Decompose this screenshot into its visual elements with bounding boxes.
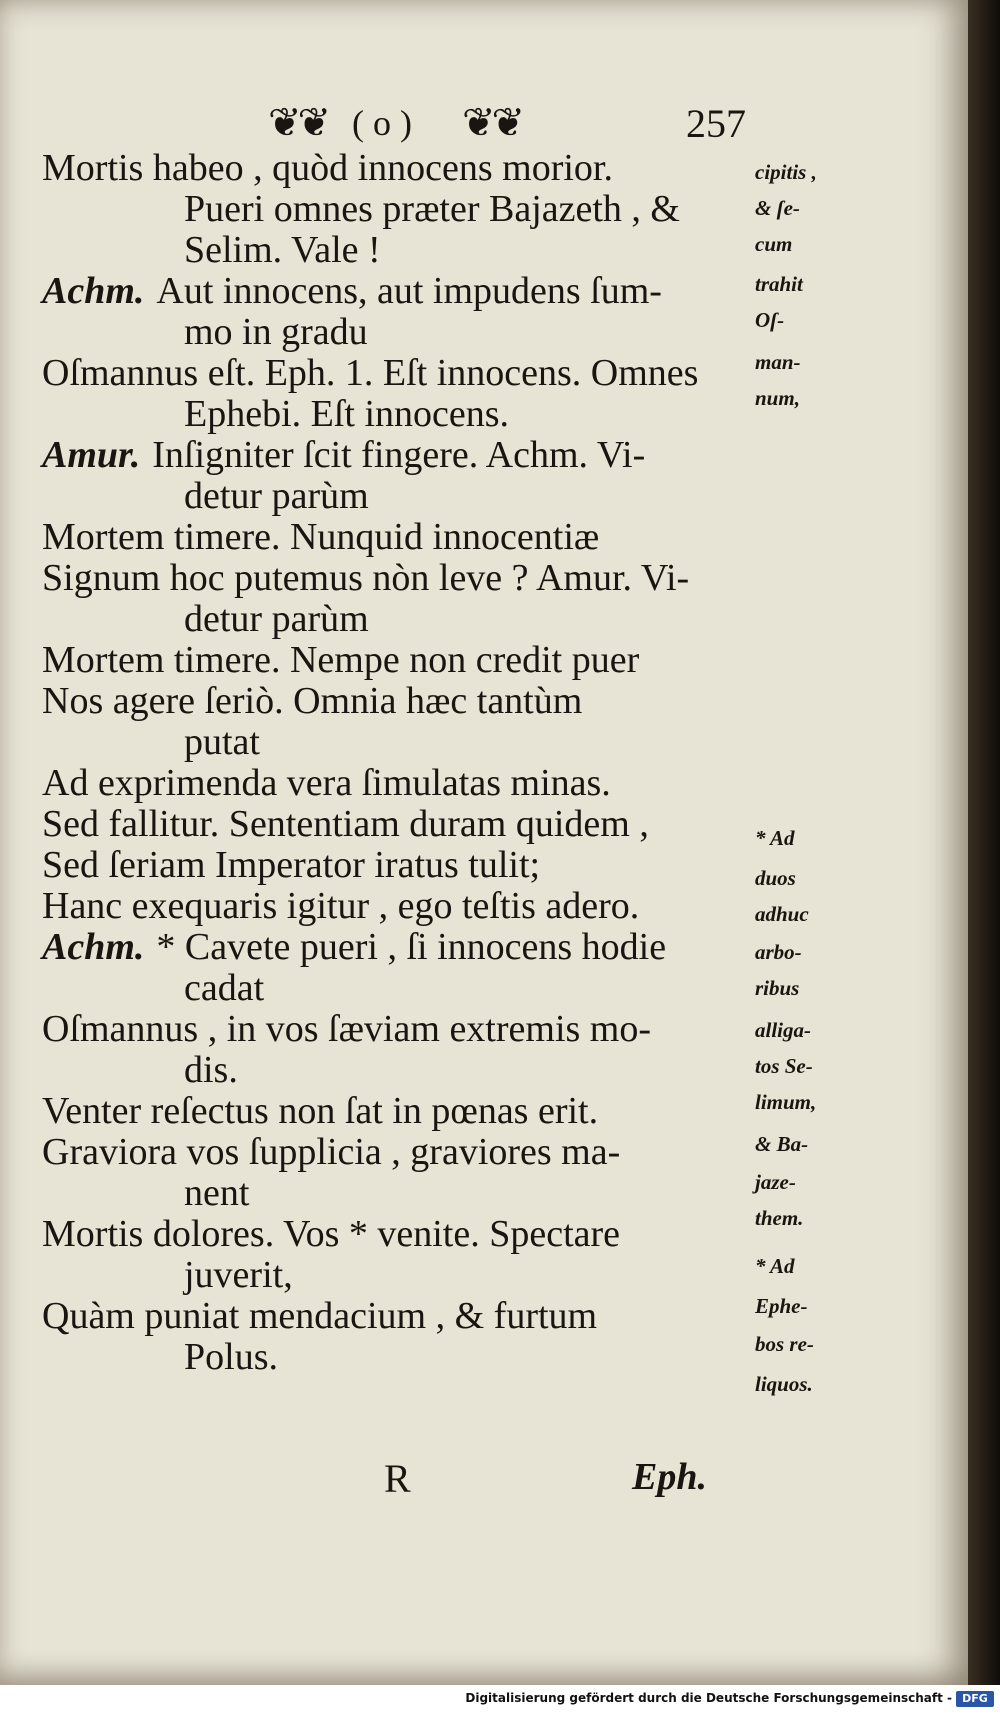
text-line: [42, 1091, 762, 1132]
line-text: Mortem timere. Nempe non credit puer: [42, 639, 640, 681]
speaker-name: Amur.: [42, 434, 141, 476]
text-line: [42, 1337, 762, 1378]
text-line: [42, 394, 762, 435]
line-text: Mortis dolores. Vos * venite. Spectare: [42, 1213, 621, 1255]
text-line: [42, 968, 762, 1009]
page-number: 257: [686, 101, 746, 146]
line-text: Quàm puniat mendacium , & furtum: [42, 1295, 598, 1337]
speaker-name: Achm.: [42, 926, 145, 968]
credit-bar: [0, 1685, 1000, 1715]
text-line: [42, 1050, 762, 1091]
ornament-right-icon: ❦❦: [462, 100, 522, 146]
margin-note: bos re-: [755, 1332, 814, 1356]
margin-note: * Ad: [755, 1254, 795, 1278]
margin-note: Oſ-: [755, 308, 785, 332]
text-line: [42, 1132, 762, 1173]
line-text: putat: [184, 721, 260, 763]
margin-note: cipitis ,: [755, 160, 817, 184]
line-text: nent: [184, 1172, 250, 1214]
ornament-left-icon: ❦❦: [268, 100, 328, 146]
text-line: [42, 722, 762, 763]
main-text: [42, 148, 762, 1378]
margin-note: limum,: [755, 1090, 817, 1114]
line-text: Sed fallitur. Sententiam duram quidem ,: [42, 803, 649, 845]
margin-note: adhuc: [755, 902, 809, 926]
line-text: Mortis habeo , quòd innocens morior.: [42, 147, 613, 189]
margin-note: liquos.: [755, 1372, 813, 1396]
signature-mark: ( o ): [352, 103, 412, 143]
signature-letter: R: [384, 1456, 411, 1501]
line-text: Hanc exequaris igitur , ego teſtis adero.: [42, 885, 640, 927]
margin-note: man-: [755, 350, 801, 374]
margin-note: tos Se-: [755, 1054, 813, 1078]
page-footer: [0, 1455, 968, 1515]
line-text: detur parùm: [184, 598, 369, 640]
page-header: [0, 92, 968, 152]
margin-note: cum: [755, 232, 793, 256]
margin-note: jaze-: [755, 1170, 796, 1194]
line-text: Sed ſeriam Imperator iratus tulit;: [42, 844, 541, 886]
line-text: Selim. Vale !: [184, 229, 381, 271]
text-line: [42, 230, 762, 271]
line-text: Graviora vos ſupplicia , graviores ma-: [42, 1131, 621, 1173]
margin-note: & ſe-: [755, 196, 800, 220]
line-text: Oſmannus eſt. Eph. 1. Eſt innocens. Omnes: [42, 352, 699, 394]
text-line: [42, 1296, 762, 1337]
line-text: Mortem timere. Nunquid innocentiæ: [42, 516, 600, 558]
margin-note: num,: [755, 386, 800, 410]
text-line: [42, 763, 762, 804]
text-line: [42, 517, 762, 558]
line-text: * Cavete pueri , ſi innocens hodie: [156, 926, 667, 968]
margin-note: duos: [755, 866, 796, 890]
line-text: Oſmannus , in vos ſæviam extremis mo-: [42, 1008, 652, 1050]
margin-note: trahit: [755, 272, 803, 296]
text-line: [42, 271, 762, 312]
line-text: mo in gradu: [184, 311, 368, 353]
margin-note: alliga-: [755, 1018, 811, 1042]
line-text: juverit,: [184, 1254, 293, 1296]
text-line: [42, 1173, 762, 1214]
line-text: Aut innocens, aut impudens ſum-: [156, 270, 662, 312]
text-line: [42, 1214, 762, 1255]
page-edge: [968, 0, 1000, 1685]
line-text: cadat: [184, 967, 265, 1009]
text-line: [42, 1009, 762, 1050]
text-line: [42, 148, 762, 189]
text-line: [42, 640, 762, 681]
line-text: dis.: [184, 1049, 238, 1091]
margin-note: ribus: [755, 976, 800, 1000]
line-text: Venter reſectus non ſat in pœnas erit.: [42, 1090, 599, 1132]
text-line: [42, 804, 762, 845]
text-line: [42, 476, 762, 517]
line-text: Polus.: [184, 1336, 278, 1378]
speaker-name: Achm.: [42, 270, 145, 312]
text-line: [42, 845, 762, 886]
margin-note: Ephe-: [755, 1294, 808, 1318]
line-text: Ad exprimenda vera ſimulatas minas.: [42, 762, 611, 804]
line-text: Inſigniter ſcit fingere. Achm. Vi-: [152, 434, 646, 476]
text-line: [42, 886, 762, 927]
dfg-logo-icon: DFG: [956, 1691, 994, 1707]
line-text: Nos agere ſeriò. Omnia hæc tantùm: [42, 680, 583, 722]
catchword: Eph.: [632, 1456, 707, 1498]
line-text: detur parùm: [184, 475, 369, 517]
credit-text: Digitalisierung gefördert durch die Deutsche Forschungsgemeinschaft -: [465, 1691, 952, 1705]
text-line: [42, 189, 762, 230]
text-line: [42, 312, 762, 353]
margin-note: & Ba-: [755, 1132, 809, 1156]
margin-note: them.: [755, 1206, 804, 1230]
text-line: [42, 599, 762, 640]
margin-note: * Ad: [755, 826, 795, 850]
margin-note: arbo-: [755, 940, 802, 964]
text-line: [42, 1255, 762, 1296]
text-line: [42, 681, 762, 722]
text-line: [42, 927, 762, 968]
line-text: Pueri omnes præter Bajazeth , &: [184, 188, 680, 230]
text-line: [42, 435, 762, 476]
line-text: Ephebi. Eſt innocens.: [184, 393, 510, 435]
text-line: [42, 353, 762, 394]
line-text: Signum hoc putemus nòn leve ? Amur. Vi-: [42, 557, 690, 599]
text-line: [42, 558, 762, 599]
